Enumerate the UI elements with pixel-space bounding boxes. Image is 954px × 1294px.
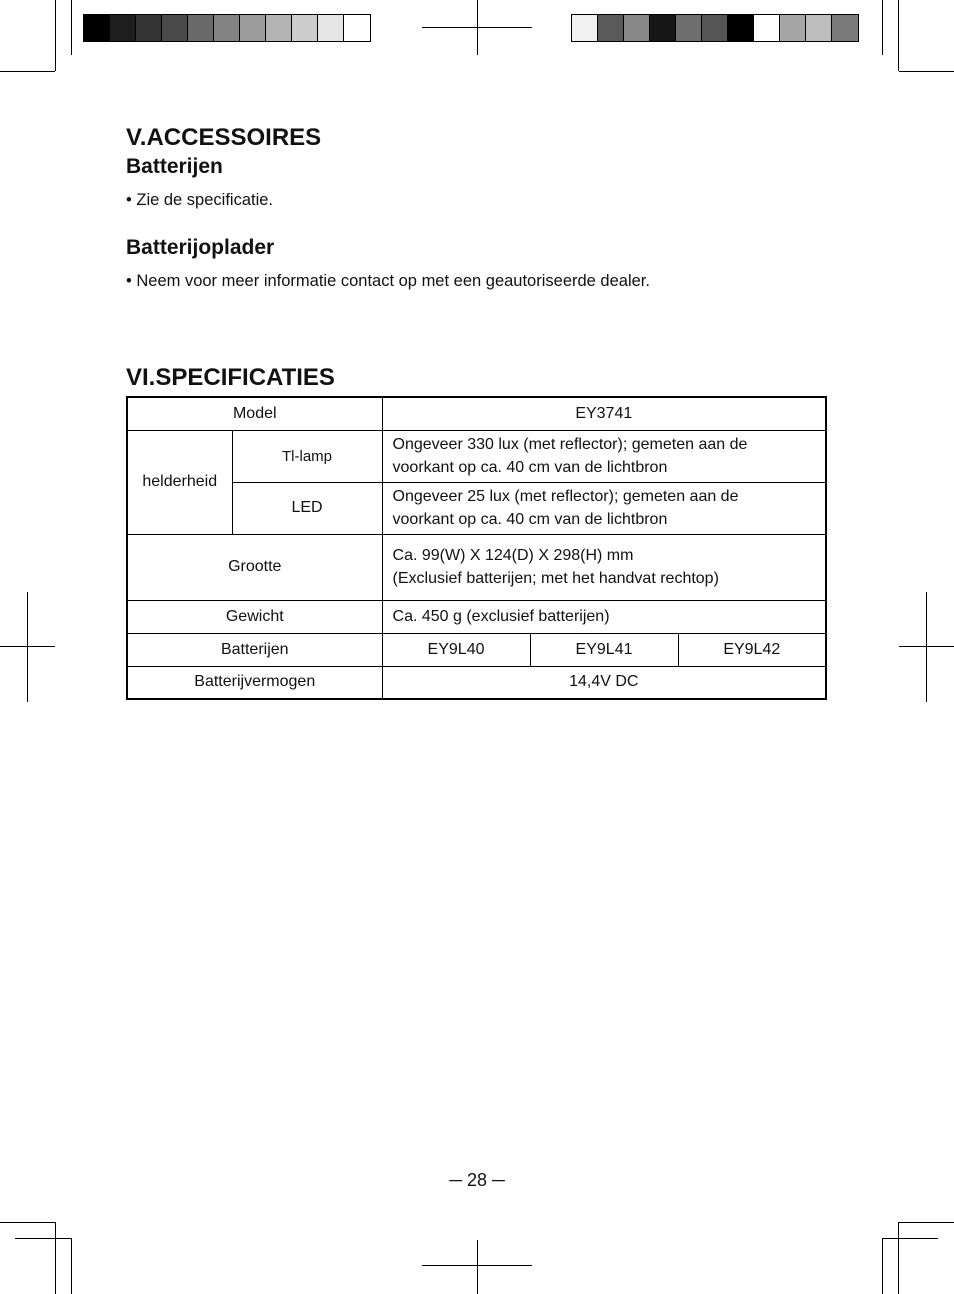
color-swatch bbox=[344, 15, 370, 41]
cell-battery-ey9l41: EY9L41 bbox=[530, 633, 678, 666]
cell-tl-label: Tl-lamp bbox=[232, 430, 382, 482]
color-swatch bbox=[650, 15, 676, 41]
section-title-specifications: VI.SPECIFICATIES bbox=[126, 364, 335, 391]
table-row bbox=[127, 397, 826, 430]
color-swatch bbox=[318, 15, 344, 41]
table-row bbox=[127, 430, 826, 482]
cell-model-value: EY3741 bbox=[382, 397, 826, 430]
heading-charger: Batterijoplader bbox=[126, 236, 275, 259]
tl-value-line2: voorkant op ca. 40 cm van de lichtbron bbox=[392, 459, 668, 476]
cell-size-value bbox=[382, 534, 826, 600]
tl-value-line1: Ongeveer 330 lux (met reflector); gemeten aan de bbox=[392, 436, 748, 453]
cell-capacity-label: Batterijvermogen bbox=[127, 666, 382, 699]
color-swatch bbox=[806, 15, 832, 41]
batteries-text: • Zie de specificatie. bbox=[126, 191, 274, 209]
cell-led-value bbox=[382, 482, 826, 534]
section-title-accessories: V.ACCESSOIRES bbox=[126, 124, 322, 151]
table-row bbox=[127, 633, 826, 666]
table-row bbox=[127, 666, 826, 699]
size-value-line2: (Exclusief batterijen; met het handvat rechtop) bbox=[392, 570, 719, 587]
color-swatch bbox=[676, 15, 702, 41]
color-swatch bbox=[754, 15, 780, 41]
color-swatch bbox=[188, 15, 214, 41]
color-swatch bbox=[240, 15, 266, 41]
cell-battery-label: Batterijen bbox=[127, 633, 382, 666]
color-swatch bbox=[84, 15, 110, 41]
color-swatch bbox=[598, 15, 624, 41]
charger-text: • Neem voor meer informatie contact op met een geautoriseerde dealer. bbox=[126, 272, 650, 290]
color-swatch bbox=[780, 15, 806, 41]
cell-tl-value bbox=[382, 430, 826, 482]
size-value-line1: Ca. 99(W) X 124(D) X 298(H) mm bbox=[392, 547, 634, 564]
table-row bbox=[127, 600, 826, 633]
color-swatch bbox=[214, 15, 240, 41]
color-swatch bbox=[702, 15, 728, 41]
cell-led-label: LED bbox=[232, 482, 382, 534]
color-swatch bbox=[832, 15, 858, 41]
cell-capacity-value: 14,4V DC bbox=[382, 666, 826, 699]
color-swatch bbox=[728, 15, 754, 41]
cell-weight-value: Ca. 450 g (exclusief batterijen) bbox=[382, 600, 826, 633]
cell-size-label: Grootte bbox=[127, 534, 382, 600]
specifications-table bbox=[126, 396, 827, 700]
color-swatch bbox=[292, 15, 318, 41]
color-swatch bbox=[572, 15, 598, 41]
color-swatch bbox=[266, 15, 292, 41]
page-number: ─ 28 ─ bbox=[449, 1170, 505, 1190]
color-swatch bbox=[624, 15, 650, 41]
cell-battery-ey9l40: EY9L40 bbox=[382, 633, 530, 666]
cell-battery-ey9l42: EY9L42 bbox=[678, 633, 826, 666]
led-value-line1: Ongeveer 25 lux (met reflector); gemeten aan de bbox=[392, 488, 739, 505]
cell-model-label: Model bbox=[127, 397, 382, 430]
cell-weight-label: Gewicht bbox=[127, 600, 382, 633]
heading-batteries: Batterijen bbox=[126, 155, 223, 178]
cell-brightness-label: helderheid bbox=[127, 430, 232, 534]
table-row bbox=[127, 534, 826, 600]
color-calibration-bar-left bbox=[83, 14, 371, 42]
table-row bbox=[127, 482, 826, 534]
color-swatch bbox=[162, 15, 188, 41]
color-swatch bbox=[110, 15, 136, 41]
color-calibration-bar-right bbox=[571, 14, 859, 42]
led-value-line2: voorkant op ca. 40 cm van de lichtbron bbox=[392, 511, 668, 528]
color-swatch bbox=[136, 15, 162, 41]
